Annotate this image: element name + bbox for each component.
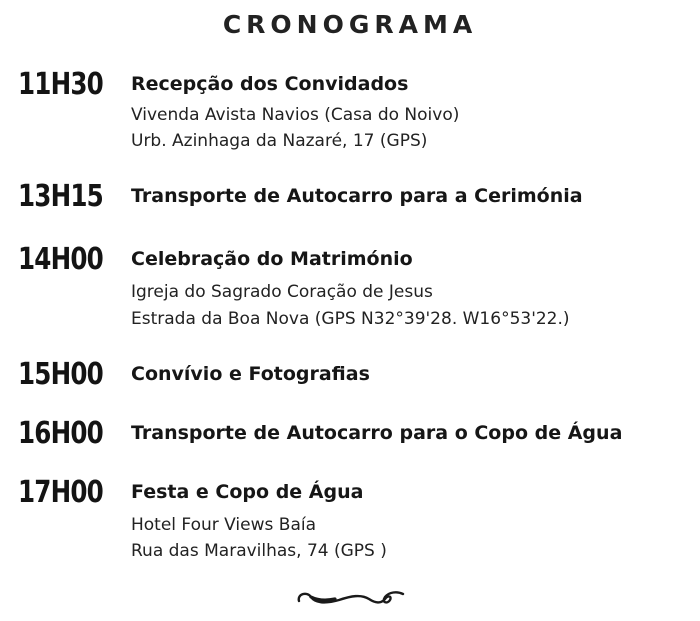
schedule-heading: Transporte de Autocarro para a Cerimónia: [131, 185, 583, 207]
schedule-detail: Hotel Four Views Baía: [131, 515, 316, 535]
schedule-time: 17H00: [18, 475, 103, 510]
schedule-detail: Estrada da Boa Nova (GPS N32°39'28. W16°53'22.): [131, 309, 570, 329]
schedule-heading: Recepção dos Convidados: [131, 73, 409, 95]
schedule-time: 16H00: [18, 416, 103, 451]
schedule-detail: Urb. Azinhaga da Nazaré, 17 (GPS): [131, 131, 428, 151]
schedule-detail: Igreja do Sagrado Coração de Jesus: [131, 282, 433, 302]
schedule-heading: Festa e Copo de Água: [131, 481, 364, 503]
schedule-heading: Celebração do Matrimónio: [131, 248, 413, 270]
schedule-time: 13H15: [18, 179, 103, 214]
page-title: CRONOGRAMA: [222, 10, 478, 39]
schedule-detail: Rua das Maravilhas, 74 (GPS ): [131, 541, 387, 561]
schedule-detail: Vivenda Avista Navios (Casa do Noivo): [131, 105, 460, 125]
swirl-flourish-icon: [295, 585, 407, 611]
schedule-time: 15H00: [18, 357, 103, 392]
schedule-time: 14H00: [18, 242, 103, 277]
schedule-time: 11H30: [18, 67, 103, 102]
schedule-heading: Transporte de Autocarro para o Copo de Água: [131, 422, 623, 444]
schedule-heading: Convívio e Fotografias: [131, 363, 370, 385]
